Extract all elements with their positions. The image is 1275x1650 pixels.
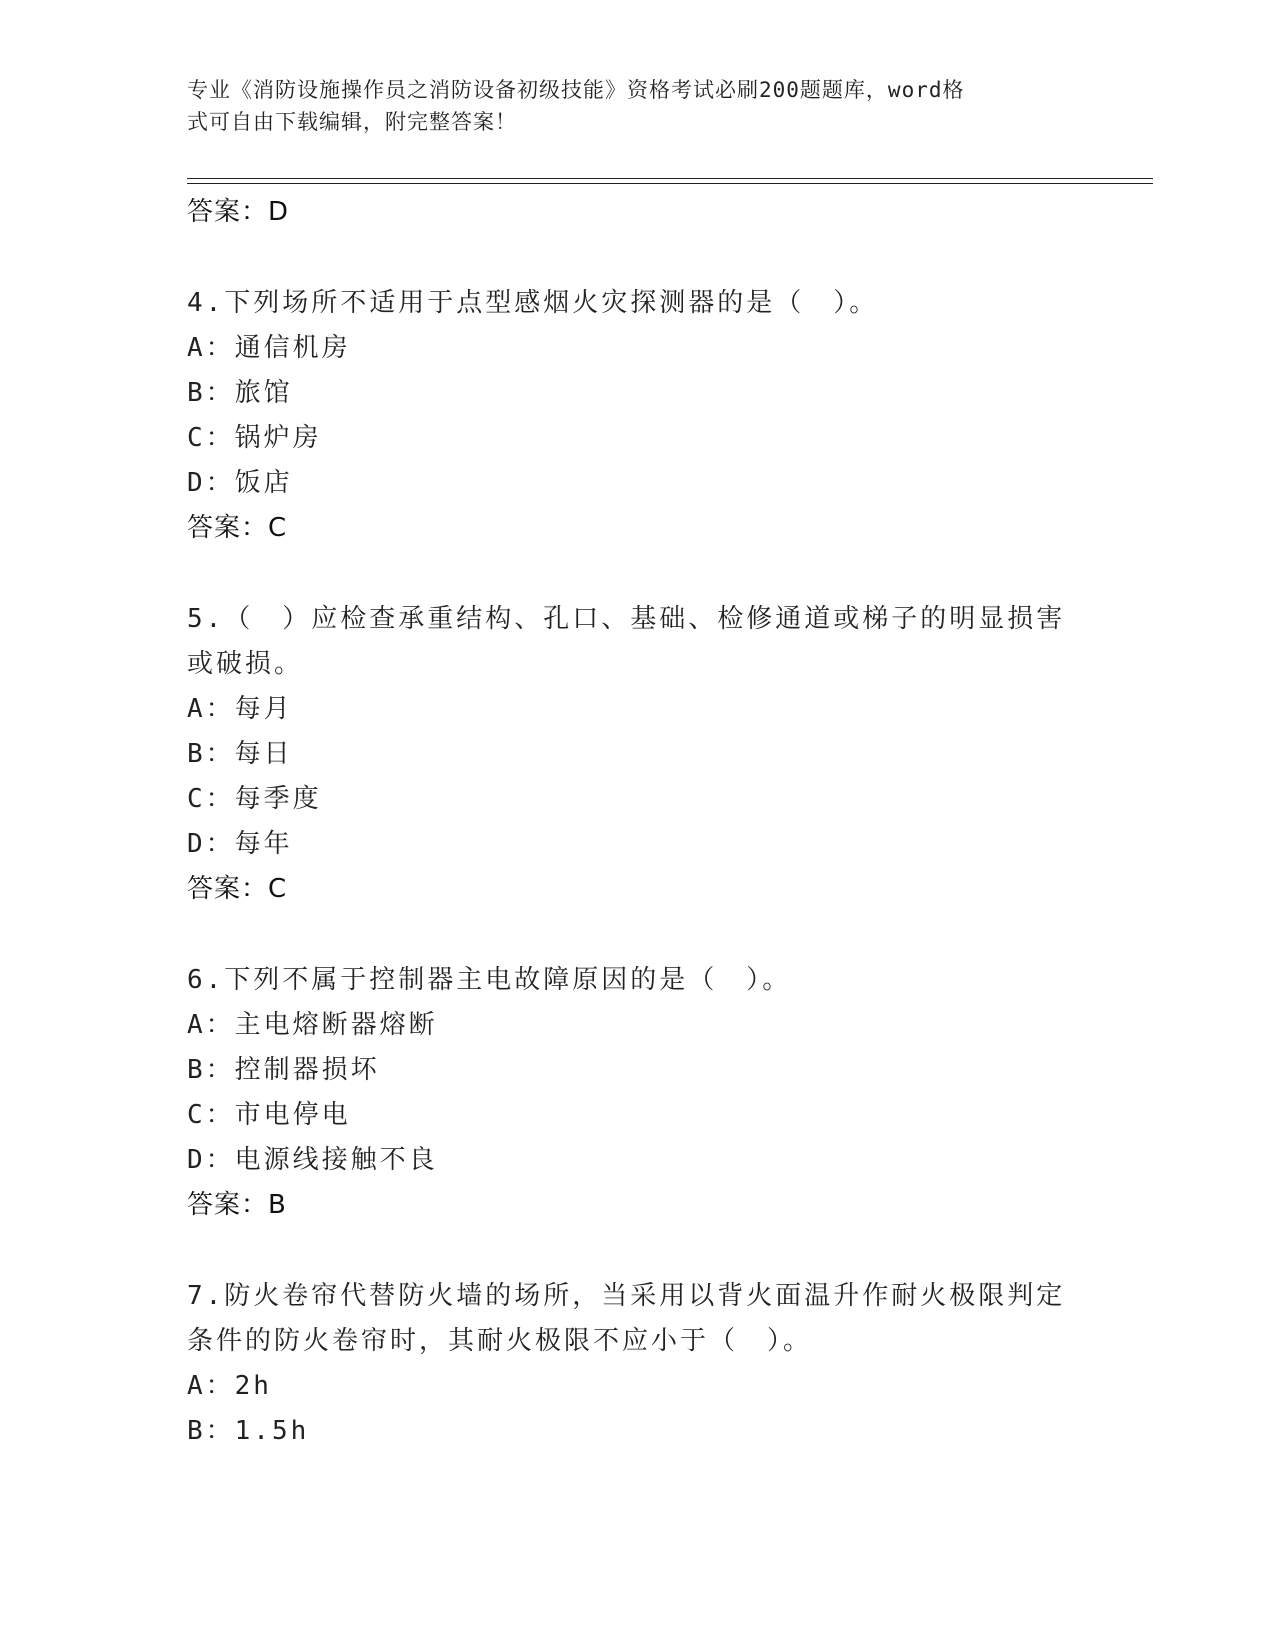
question-5	[187, 597, 1087, 912]
question-5-answer: 答案：C	[187, 874, 288, 904]
document-header	[187, 74, 1067, 138]
question-7-option-a: A：2h	[187, 1371, 272, 1401]
spacer	[187, 1228, 1087, 1274]
question-4-answer: 答案：C	[187, 513, 288, 543]
question-5-option-c: C：每季度	[187, 784, 322, 814]
question-6-option-b: B：控制器损坏	[187, 1055, 380, 1085]
question-7	[187, 1274, 1087, 1454]
question-6-answer: 答案：B	[187, 1190, 287, 1220]
question-6	[187, 958, 1087, 1228]
question-7-option-b: B：1.5h	[187, 1416, 310, 1446]
question-4-stem: 4.下列场所不适用于点型感烟火灾探测器的是（ ）。	[187, 288, 879, 318]
question-7-stem-line-1: 7.防火卷帘代替防火墙的场所，当采用以背火面温升作耐火极限判定	[187, 1281, 1066, 1311]
question-5-option-d: D：每年	[187, 829, 293, 859]
spacer	[187, 551, 1087, 597]
question-6-option-c: C：市电停电	[187, 1100, 351, 1130]
question-6-option-d: D：电源线接触不良	[187, 1145, 438, 1175]
previous-answer: 答案：D	[187, 197, 290, 227]
question-6-stem: 6.下列不属于控制器主电故障原因的是（ ）。	[187, 965, 792, 995]
question-list	[187, 190, 1087, 1454]
spacer	[187, 235, 1087, 281]
question-4-option-d: D：饭店	[187, 468, 293, 498]
question-5-stem-line-1: 5.（ ）应检查承重结构、孔口、基础、检修通道或梯子的明显损害	[187, 604, 1066, 634]
question-4	[187, 281, 1087, 551]
question-5-option-b: B：每日	[187, 739, 293, 769]
question-4-option-c: C：锅炉房	[187, 423, 322, 453]
header-line-2: 式可自由下载编辑，附完整答案！	[187, 110, 517, 134]
question-4-option-a: A：通信机房	[187, 333, 351, 363]
question-4-option-b: B：旅馆	[187, 378, 293, 408]
question-5-stem-line-2: 或破损。	[187, 649, 304, 679]
header-divider-bottom	[187, 183, 1153, 184]
spacer	[187, 912, 1087, 958]
question-5-option-a: A：每月	[187, 694, 293, 724]
question-7-stem-line-2: 条件的防火卷帘时，其耐火极限不应小于（ ）。	[187, 1326, 813, 1356]
header-divider-top	[187, 178, 1153, 179]
header-line-1: 专业《消防设施操作员之消防设备初级技能》资格考试必刷200题题库，word格	[187, 78, 965, 102]
question-6-option-a: A：主电熔断器熔断	[187, 1010, 438, 1040]
